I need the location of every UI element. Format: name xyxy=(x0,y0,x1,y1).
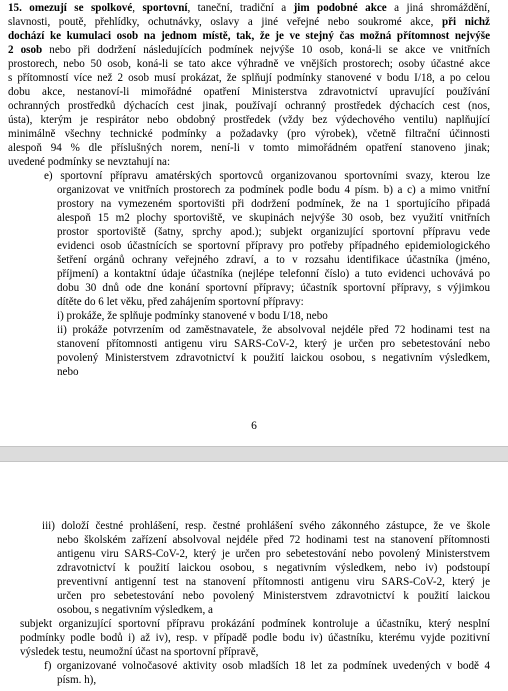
text-line: ochranných prostředků dýchacích cest jinak, používají ochranný prostředek dýchacích cest (nos, xyxy=(8,100,490,112)
list-item-e: e) sportovní přípravu amatérských sportovců organizovanou sportovními svazy, kterou lze xyxy=(44,170,490,182)
text-line: subjekt organizující sportovní přípravu prokázání podmínek kontroluje a účastníku, který nesplní xyxy=(20,618,490,630)
list-item-f: f) organizované volnočasové aktivity osob mladších 18 let za podmínek uvedených v bodě 4 xyxy=(44,660,490,672)
text-line: uvedené podmínky se nevztahují na: xyxy=(8,156,171,168)
text-line: osobou, s negativním výsledkem, a xyxy=(57,604,213,616)
text-line: prostorech, nebo 50 osob, koná-li se tato akce výhradně ve vnějších prostorech; osoby účastné akce xyxy=(8,58,490,70)
list-item-ii: ii) prokáže potvrzením od zaměstnavatele, že absolvoval nejdéle před 72 hodinami test na xyxy=(57,324,490,336)
text-line: dobu 30 dnů ode dne konání sportovní přípravy; účastník sportovní přípravy, s výjimkou xyxy=(57,282,490,294)
page-number: 6 xyxy=(251,420,257,432)
text-line: příjmení) a kontaktní údaje účastníka (nejlépe telefonní číslo) a tuto evidenci uchovává po xyxy=(57,268,490,280)
text-line: prostor sportoviště (šatny, sprchy apod.); subjekt organizující sportovní přípravu vede xyxy=(57,226,490,238)
document-page-bottom xyxy=(0,462,508,691)
text-line: zdravotnictví k použití laickou osobou, s negativním výsledkem, nebo iv) podstoupí xyxy=(57,562,490,574)
list-item-iii: iii) doloží čestné prohlášení, resp. čestné prohlášení svého zákonného zástupce, že ve škole xyxy=(42,520,490,532)
text-line: dobu akce, nestanoví-li mimořádné opatření Ministerstva zdravotnictví upravující používání xyxy=(8,86,490,98)
text-line: výsledek testu, neumožní účast na sportovní přípravě, xyxy=(20,646,259,658)
text-line: s přítomností více než 2 osob musí prokázat, že splňují podmínky stanovené v bodu I/18, a po celou xyxy=(8,72,490,84)
text-line: stanovení přítomnosti antigenu viru SARS-CoV-2, který je určen pro sebetestování nebo xyxy=(57,338,490,350)
text-line: alespoň 94 % dle příslušných norem, není-li v tomto mimořádném opatření stanoveno jinak; xyxy=(8,142,490,154)
text-line: preventivní antigenní test na stanovení přítomnosti antigenu viru SARS-CoV-2, který je xyxy=(57,576,490,588)
text-line: 2 osob nebo při dodržení následujících podmínek nejvýše 10 osob, koná-li se akce ve vnitřních xyxy=(8,44,490,56)
text-line: podmínky podle bodů i) až iv), resp. v případě podle bodu iv) účastníku, kterému vyjde pozitivní xyxy=(20,632,490,644)
text-line: nebo xyxy=(57,366,79,378)
text-line: prostory na vymezeném sportovišti při dodržení podmínek, že na 1 sportujícího připadá xyxy=(57,198,490,210)
text-line: písm. h), xyxy=(57,674,97,686)
text-line: evidenci osob účastnících se sportovní přípravy pro potřeby případného epidemiologického xyxy=(57,240,490,252)
text-line: alespoň 15 m2 plochy sportoviště, ve skupinách nejvýše 30 osob, bez využití vnitřních xyxy=(57,212,490,224)
text-line: slavnosti, poutě, přehlídky, ochutnávky, oslavy a jiné veřejné nebo soukromé akce, při nichž xyxy=(8,16,490,28)
text-line: minimálně všechny technické podmínky a požadavky (pro výrobek), včetně filtrační účinnosti xyxy=(8,128,490,140)
list-item-i: i) prokáže, že splňuje podmínky stanovené v bodu I/18, nebo xyxy=(57,310,328,322)
text-line: dítěte do 6 let věku, před zahájením sportovní přípravy: xyxy=(57,296,304,308)
page-separator xyxy=(0,446,508,462)
text-line: antigenu viru SARS-CoV-2, který je určen pro sebetestování nebo povolený Ministerstvem xyxy=(57,548,490,560)
text-line: nebo školském zařízení absolvoval nejdéle před 72 hodinami test na stanovení přítomnosti xyxy=(57,534,490,546)
text-line: 15. omezují se spolkové, sportovní, taneční, tradiční a jim podobné akce a jiná shromáždění, xyxy=(8,2,491,14)
text-line: ústa), kterým je respirátor nebo obdobný prostředek (vždy bez výdechového ventilu) naplňující xyxy=(8,114,490,126)
text-line: dochází ke kumulaci osob na jednom místě, tak, že je ve stejný čas možná přítomnost nejvýše xyxy=(8,30,490,42)
text-line: šetření orgánů ochrany veřejného zdraví, a to v rozsahu identifikace účastníka (jméno, xyxy=(57,254,490,266)
text-line: organizovat ve vnitřních prostorech za podmínek podle bodu 4 písm. b) a c) a mimo vnitřní xyxy=(57,184,490,196)
text-line: povolený Ministerstvem zdravotnictví k použití laickou osobou, s negativním výsledkem, xyxy=(57,352,490,364)
text-line: určen pro sebetestování nebo povolený Ministerstvem zdravotnictví k použití laickou xyxy=(57,590,490,602)
